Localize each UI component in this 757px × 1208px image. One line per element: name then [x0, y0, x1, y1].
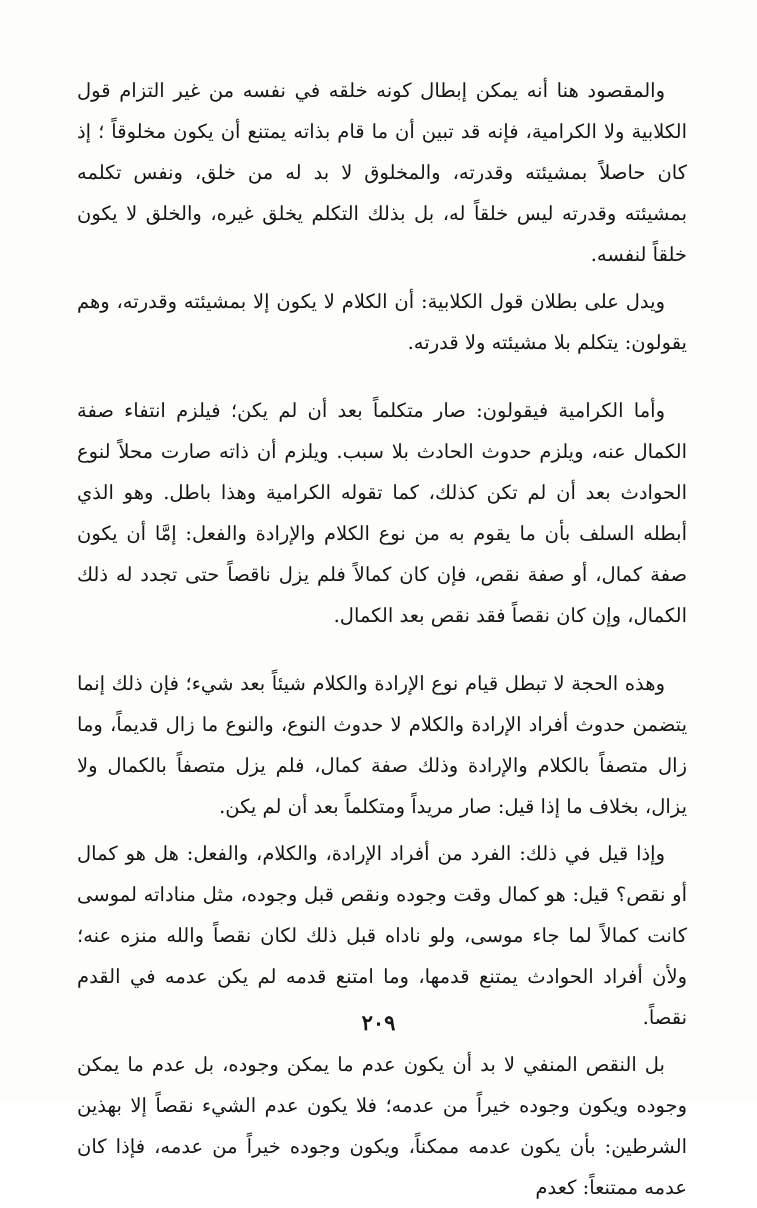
page-number: ٢٠٩: [361, 1010, 396, 1035]
paragraph-3: وأما الكرامية فيقولون: صار متكلماً بعد أن لم يكن؛ فيلزم انتفاء صفة الكمال عنه، ويلزم حدوث الحادث بلا سبب. ويلزم أن ذاته صارت محلاً لنوع الحوادث بعد أن لم تكن كذلك، كما تقوله الكرامية وهذا باطل. وهو الذي أبطله السلف بأن ما يقوم به من نوع الكلام والإرادة والفعل: إمَّا أن يكون صفة كمال، أو صفة نقص، فإن كان كمالاً فلم يزل ناقصاً حتى تجدد له ذلك الكمال، وإن كان نقصاً فقد نقص بعد الكمال.: [77, 399, 687, 627]
body-text: [77, 70, 687, 1208]
paragraph-1: والمقصود هنا أنه يمكن إبطال كونه خلقه في نفسه من غير التزام قول الكلابية ولا الكرامية، فإنه قد تبين أن ما قام بذاته يمتنع أن يكون مخلوقاً ؛ إذ كان حاصلاً بمشيئته وقدرته، والمخلوق لا بد له من خلق، ونفس تكلمه بمشيئته وقدرته ليس خلقاً له، بل بذلك التكلم يخلق غيره، والخلق لا يكون خلقاً لنفسه.: [77, 79, 687, 266]
paragraph-6: بل النقص المنفي لا بد أن يكون عدم ما يمكن وجوده، بل عدم ما يمكن وجوده ويكون وجوده خيراً من عدمه؛ فلا يكون عدم الشيء نقصاً إلا بهذين الشرطين: بأن يكون عدمه ممكناً، ويكون وجوده خيراً من عدمه، فإذا كان عدمه ممتنعاً: كعدم: [77, 1053, 687, 1199]
paragraph-4: وهذه الحجة لا تبطل قيام نوع الإرادة والكلام شيئاً بعد شيء؛ فإن ذلك إنما يتضمن حدوث أفراد الإرادة والكلام لا حدوث النوع، والنوع ما زال قديماً، وما زال متصفاً بالكلام والإرادة وذلك صفة كمال، فلم يزل متصفاً بالكمال ولا يزال، بخلاف ما إذا قيل: صار مريداً ومتكلماً بعد أن لم يكن.: [77, 672, 687, 818]
paragraph-2: ويدل على بطلان قول الكلابية: أن الكلام لا يكون إلا بمشيئته وقدرته، وهم يقولون: يتكلم بلا مشيئته ولا قدرته.: [77, 290, 687, 354]
paragraph-5: وإذا قيل في ذلك: الفرد من أفراد الإرادة، والكلام، والفعل: هل هو كمال أو نقص؟ قيل: هو كمال وقت وجوده ونقص قبل وجوده، مثل مناداته لموسى كانت كمالاً لما جاء موسى، ولو ناداه قبل ذلك لكان نقصاً والله منزه عنه؛ ولأن أفراد الحوادث يمتنع قدمها، وما امتنع قدمه لم يكن عدمه في القدم نقصاً.: [77, 842, 687, 1029]
